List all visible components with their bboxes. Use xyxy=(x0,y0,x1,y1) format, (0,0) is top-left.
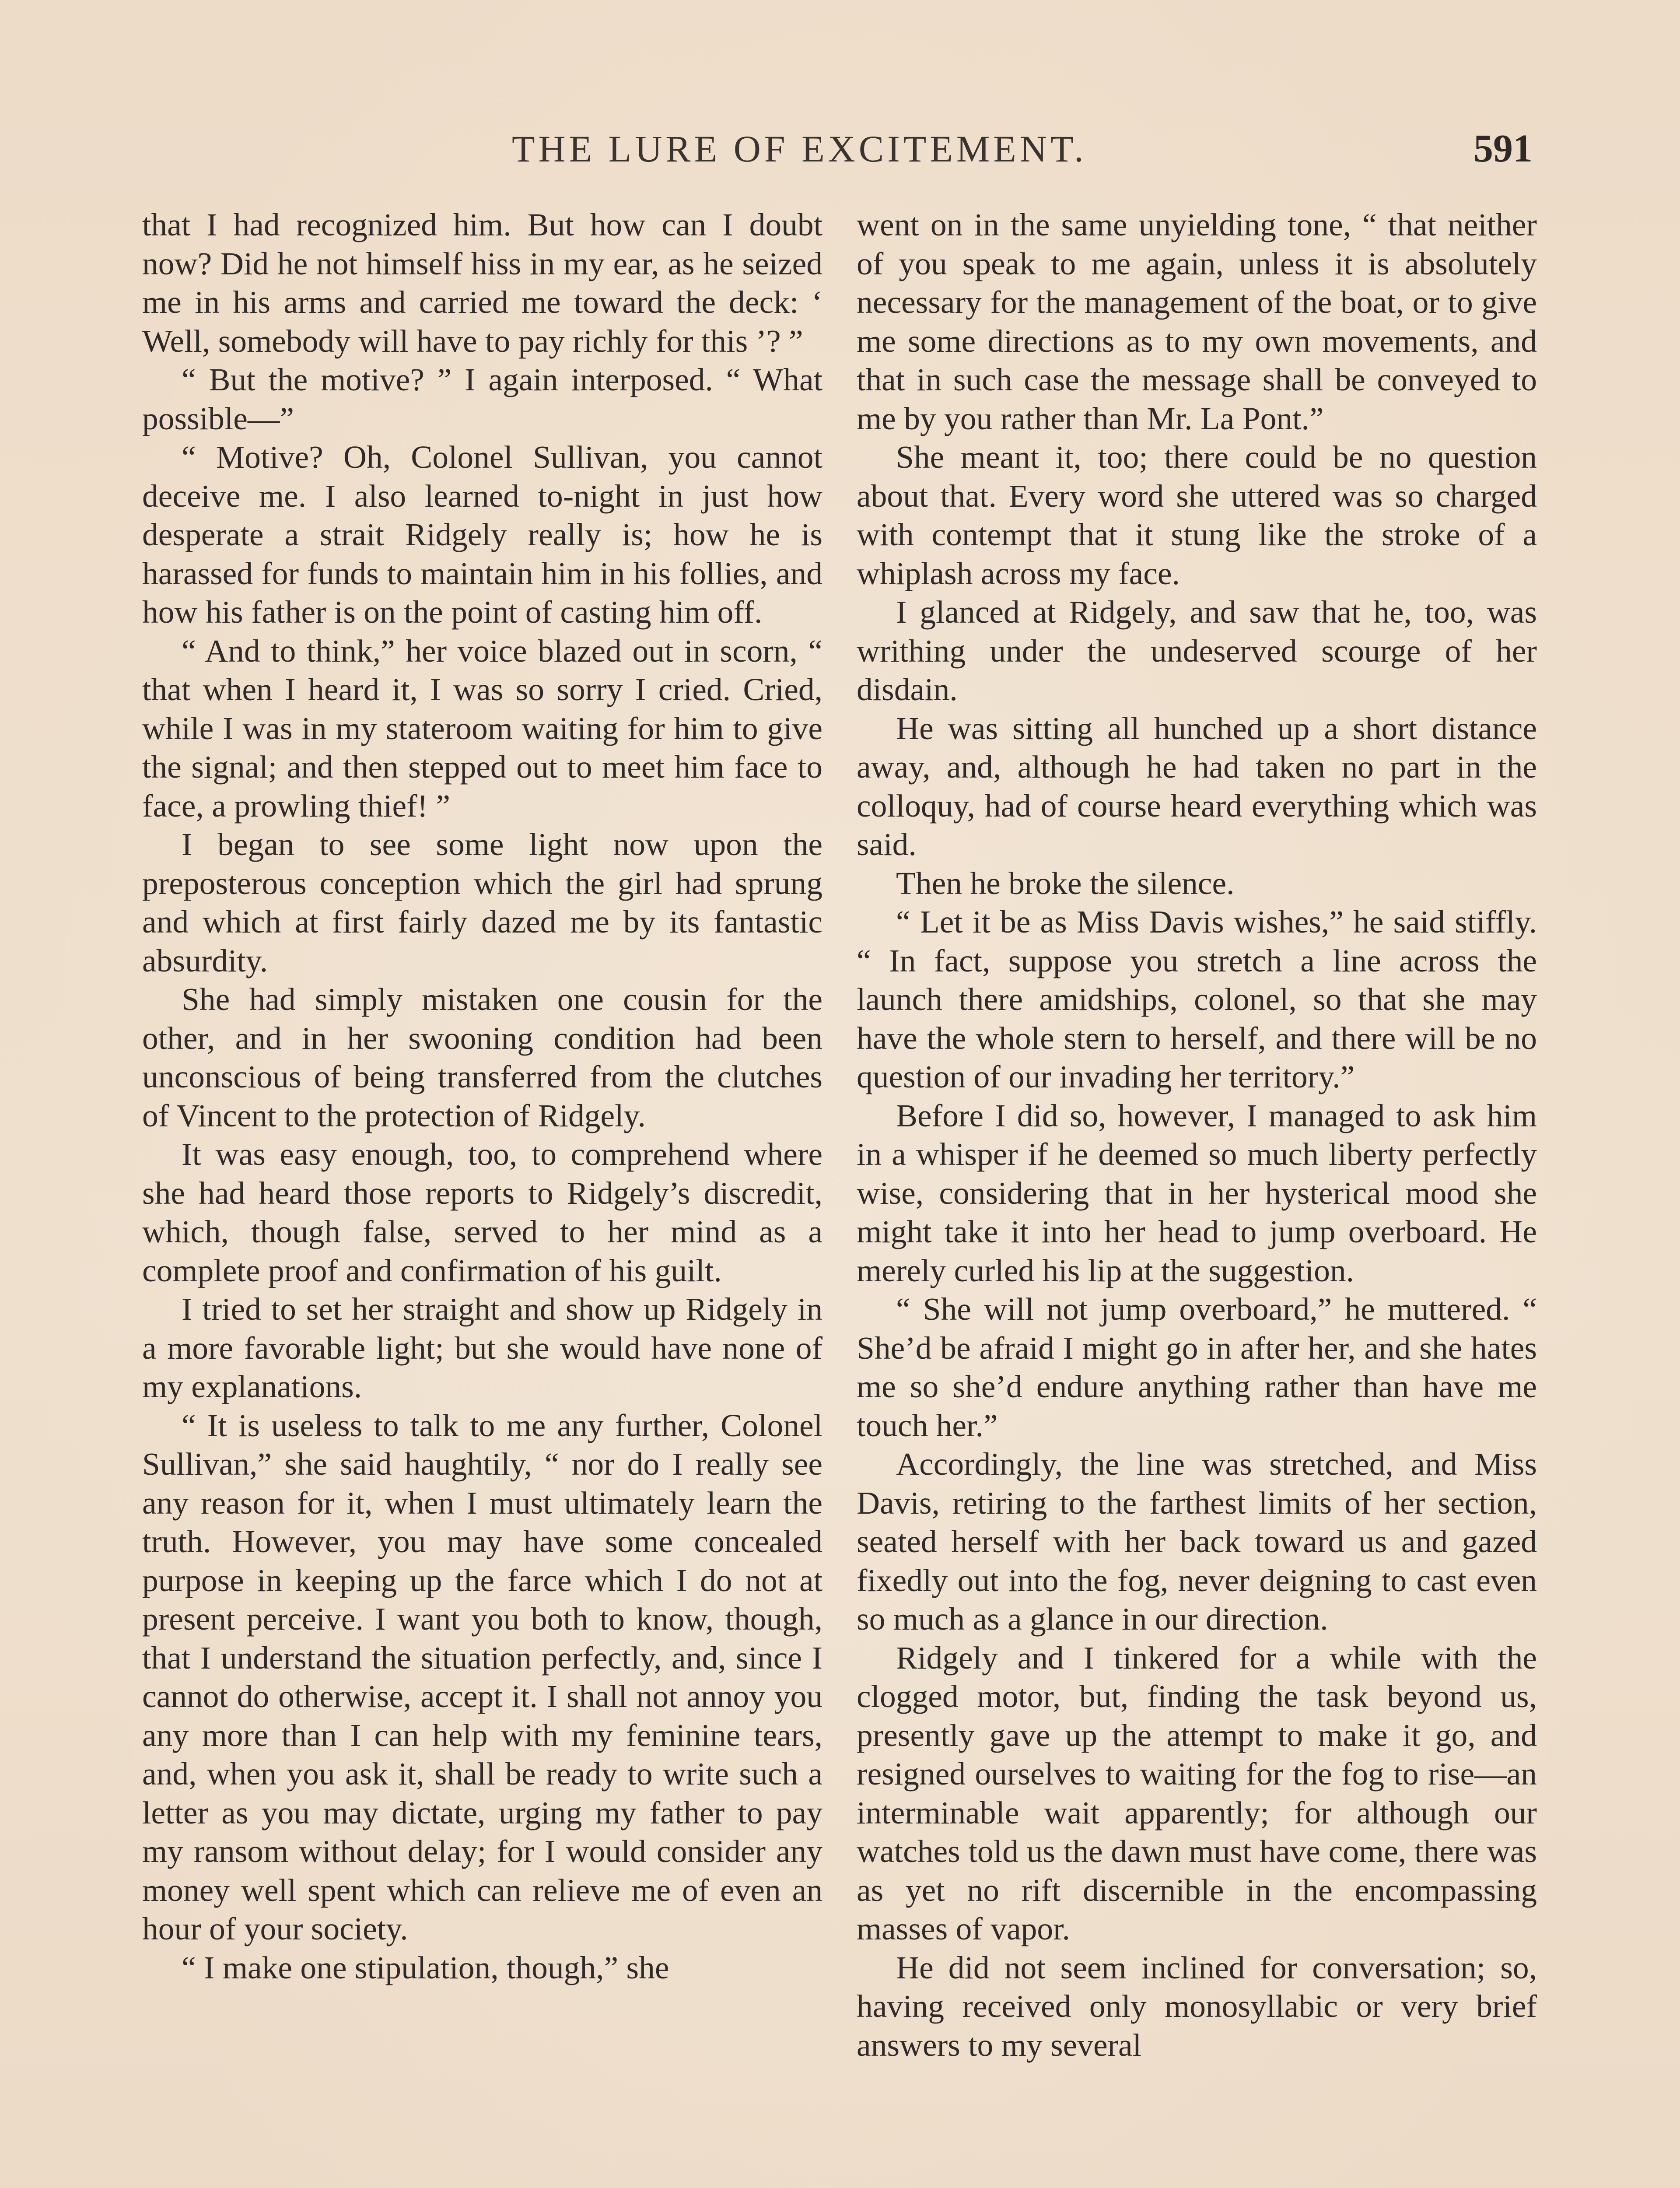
paragraph: Before I did so, however, I managed to ask him in a whisper if he deemed so much liberty perfectly wise, considering that in her hysterical mood she might take it into her head to jump overboard. He merely curled his lip at the suggestion. xyxy=(857,1098,1537,1288)
paragraph: “ I make one stipulation, though,” she xyxy=(182,1950,669,1985)
paragraph: “ And to think,” her voice blazed out in scorn, “ that when I heard it, I was so sorry I cried. Cried, while I was in my stateroom waiting for him to give the signal; and then stepped out to meet him face to face, a prowling thief! ” xyxy=(142,633,822,824)
paragraph: I began to see some light now upon the preposterous conception which the girl had sprung and which at first fairly dazed me by its fantastic absurdity. xyxy=(142,827,822,978)
paragraph: Accordingly, the line was stretched, and Miss Davis, retiring to the farthest limits of her section, seated herself with her back toward us and gazed fixedly out into the fog, never deigning to cast even so much as a glance in our direction. xyxy=(857,1446,1537,1637)
page-number: 591 xyxy=(1474,127,1533,170)
paragraph: “ She will not jump overboard,” he muttered. “ She’d be afraid I might go in after her, and she hates me so she’d endure anything rather than have me touch her.” xyxy=(857,1291,1537,1443)
paragraph: “ Motive? Oh, Colonel Sullivan, you cannot deceive me. I also learned to-night in just how desperate a strait Ridgely really is; how he is harassed for funds to maintain him in his follies, and how his father is on the point of casting him off. xyxy=(142,439,822,630)
right-column xyxy=(857,206,1537,2065)
paragraph: “ Let it be as Miss Davis wishes,” he said stiffly. “ In fact, suppose you stretch a line across the launch there amidships, colonel, so that she may have the whole stern to herself, and there will be no question of our invading her territory.” xyxy=(857,904,1537,1094)
paragraph: “ But the motive? ” I again interposed. “ What possible—” xyxy=(142,362,822,436)
paragraph: “ It is useless to talk to me any further, Colonel Sullivan,” she said haughtily, “ nor do I really see any reason for it, when I must ultimately learn the truth. However, you may have some concealed purpose in keeping up the farce which I do not at present perceive. I want you both to know, though, that I understand the situation perfectly, and, since I cannot do otherwise, accept it. I shall not annoy you any more than I can help with my feminine tears, and, when you ask it, shall be ready to write such a letter as you may dictate, urging my father to pay my ransom without delay; for I would consider any money well spent which can relieve me of even an hour of your society. xyxy=(142,1407,822,1946)
paragraph: She meant it, too; there could be no question about that. Every word she uttered was so charged with contempt that it stung like the stroke of a whiplash across my face. xyxy=(857,439,1537,591)
paragraph: It was easy enough, too, to comprehend where she had heard those reports to Ridgely’s discredit, which, though false, served to her mind as a complete proof and confirmation of his guilt. xyxy=(142,1136,822,1288)
running-head: THE LURE OF EXCITEMENT. xyxy=(512,128,1087,170)
paragraph: He was sitting all hunched up a short distance away, and, although he had taken no part in the colloquy, had of course heard everything which was said. xyxy=(857,710,1537,862)
paragraph: I tried to set her straight and show up Ridgely in a more favorable light; but she would have none of my explanations. xyxy=(142,1291,822,1404)
paragraph: went on in the same unyielding tone, “ that neither of you speak to me again, unless it is absolutely necessary for the management of the boat, or to give me some directions as to my own movements, and that in such case the message shall be conveyed to me by you rather than Mr. La Pont.” xyxy=(857,207,1537,436)
paragraph: She had simply mistaken one cousin for the other, and in her swooning condition had been unconscious of being transferred from the clutches of Vincent to the protection of Ridgely. xyxy=(142,982,822,1133)
paragraph: Then he broke the silence. xyxy=(896,865,1235,901)
paragraph: that I had recognized him. But how can I doubt now? Did he not himself hiss in my ear, as he seized me in his arms and carried me toward the deck: ‘ Well, somebody will have to pay richly for this ’? ” xyxy=(142,207,822,359)
paragraph: He did not seem inclined for conversation; so, having received only monosyllabic or very brief answers to my several xyxy=(857,1950,1537,2063)
paragraph: I glanced at Ridgely, and saw that he, too, was writhing under the undeserved scourge of her disdain. xyxy=(857,594,1537,707)
left-column xyxy=(142,206,822,1987)
paragraph: Ridgely and I tinkered for a while with the clogged motor, but, finding the task beyond us, presently gave up the attempt to make it go, and resigned ourselves to waiting for the fog to rise—an interminable wait apparently; for although our watches told us the dawn must have come, there was as yet no rift discernible in the encompassing masses of vapor. xyxy=(857,1640,1537,1946)
